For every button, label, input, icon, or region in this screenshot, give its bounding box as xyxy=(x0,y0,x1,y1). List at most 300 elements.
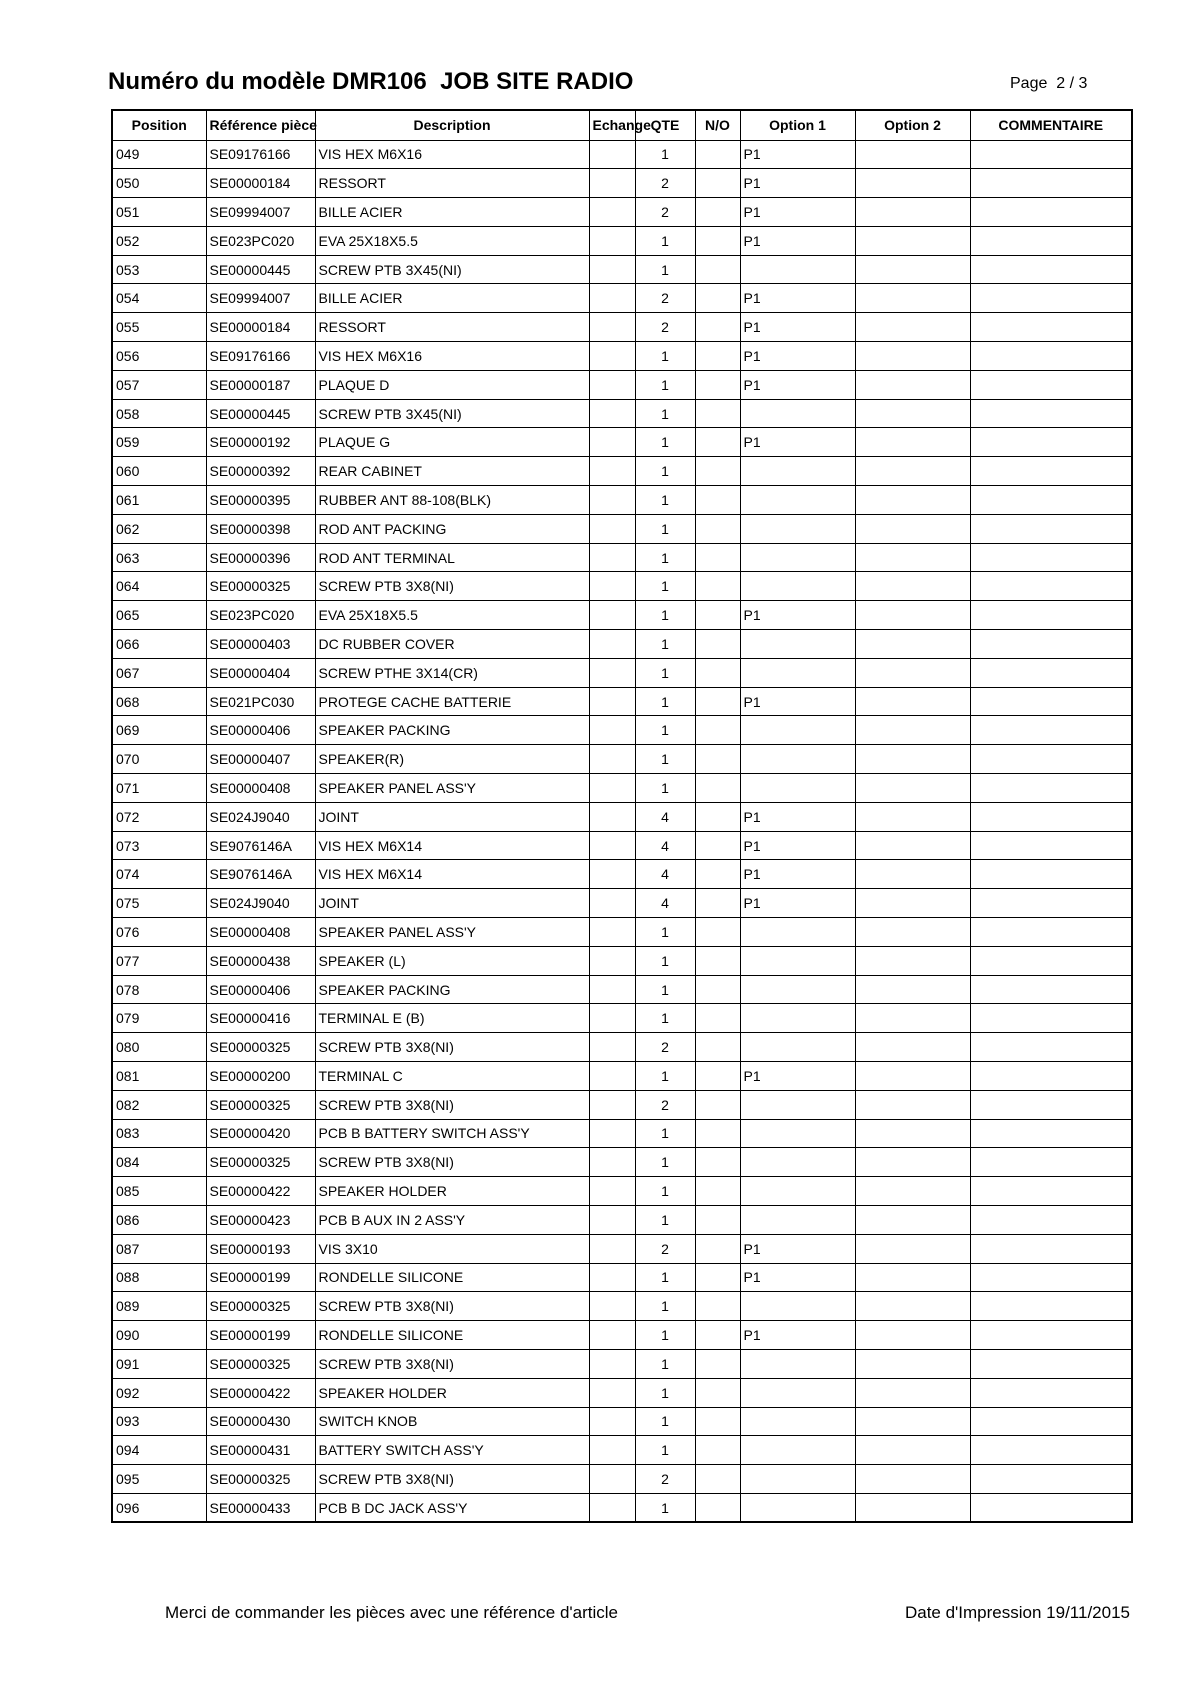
cell-reference: SE00000325 xyxy=(206,572,315,601)
cell-option-2 xyxy=(855,1292,970,1321)
cell-commentaire xyxy=(970,514,1132,543)
cell-option-2 xyxy=(855,1234,970,1263)
cell-reference: SE00000433 xyxy=(206,1493,315,1522)
cell-description: SCREW PTB 3X8(NI) xyxy=(315,1349,589,1378)
cell-commentaire xyxy=(970,370,1132,399)
cell-reference: SE00000445 xyxy=(206,399,315,428)
cell-option-1: P1 xyxy=(740,313,855,342)
cell-commentaire xyxy=(970,457,1132,486)
cell-description: ROD ANT PACKING xyxy=(315,514,589,543)
cell-position: 059 xyxy=(112,428,206,457)
cell-echange xyxy=(589,687,635,716)
cell-echange xyxy=(589,140,635,169)
cell-qte: 1 xyxy=(635,543,695,572)
cell-reference: SE00000193 xyxy=(206,1234,315,1263)
cell-commentaire xyxy=(970,802,1132,831)
cell-description: SPEAKER HOLDER xyxy=(315,1378,589,1407)
cell-position: 089 xyxy=(112,1292,206,1321)
cell-position: 070 xyxy=(112,745,206,774)
cell-option-2 xyxy=(855,1033,970,1062)
cell-commentaire xyxy=(970,1378,1132,1407)
cell-option-1 xyxy=(740,457,855,486)
cell-commentaire xyxy=(970,946,1132,975)
cell-echange xyxy=(589,1321,635,1350)
cell-option-1 xyxy=(740,658,855,687)
cell-option-2 xyxy=(855,1378,970,1407)
table-row xyxy=(112,457,1132,486)
cell-qte: 1 xyxy=(635,514,695,543)
cell-option-2 xyxy=(855,169,970,198)
cell-echange xyxy=(589,601,635,630)
table-row xyxy=(112,1062,1132,1091)
cell-qte: 1 xyxy=(635,486,695,515)
cell-commentaire xyxy=(970,226,1132,255)
cell-option-2 xyxy=(855,745,970,774)
cell-option-2 xyxy=(855,802,970,831)
cell-qte: 1 xyxy=(635,399,695,428)
cell-no xyxy=(695,1349,740,1378)
cell-option-1 xyxy=(740,399,855,428)
cell-option-1: P1 xyxy=(740,601,855,630)
cell-option-1 xyxy=(740,1004,855,1033)
cell-option-2 xyxy=(855,946,970,975)
cell-no xyxy=(695,1033,740,1062)
cell-option-1: P1 xyxy=(740,140,855,169)
cell-reference: SE021PC030 xyxy=(206,687,315,716)
table-row xyxy=(112,1033,1132,1062)
cell-commentaire xyxy=(970,1263,1132,1292)
cell-position: 068 xyxy=(112,687,206,716)
column-header-commentaire: COMMENTAIRE xyxy=(970,110,1132,140)
cell-qte: 2 xyxy=(635,198,695,227)
cell-no xyxy=(695,313,740,342)
cell-echange xyxy=(589,1119,635,1148)
cell-position: 079 xyxy=(112,1004,206,1033)
table-row xyxy=(112,687,1132,716)
table-row xyxy=(112,169,1132,198)
cell-qte: 1 xyxy=(635,630,695,659)
cell-description: SCREW PTB 3X8(NI) xyxy=(315,572,589,601)
cell-option-2 xyxy=(855,918,970,947)
cell-option-1 xyxy=(740,1349,855,1378)
cell-no xyxy=(695,1465,740,1494)
cell-reference: SE00000325 xyxy=(206,1349,315,1378)
cell-position: 082 xyxy=(112,1090,206,1119)
cell-position: 095 xyxy=(112,1465,206,1494)
cell-qte: 1 xyxy=(635,226,695,255)
cell-no xyxy=(695,1321,740,1350)
cell-reference: SE00000408 xyxy=(206,918,315,947)
cell-no xyxy=(695,889,740,918)
table-row xyxy=(112,255,1132,284)
cell-reference: SE024J9040 xyxy=(206,889,315,918)
cell-reference: SE00000406 xyxy=(206,975,315,1004)
cell-reference: SE09176166 xyxy=(206,342,315,371)
cell-reference: SE00000406 xyxy=(206,716,315,745)
cell-qte: 1 xyxy=(635,601,695,630)
cell-no xyxy=(695,946,740,975)
cell-no xyxy=(695,342,740,371)
cell-option-2 xyxy=(855,860,970,889)
cell-option-1 xyxy=(740,1205,855,1234)
cell-option-2 xyxy=(855,716,970,745)
cell-option-2 xyxy=(855,140,970,169)
cell-description: PLAQUE D xyxy=(315,370,589,399)
cell-echange xyxy=(589,1148,635,1177)
cell-option-2 xyxy=(855,831,970,860)
cell-echange xyxy=(589,370,635,399)
cell-no xyxy=(695,1119,740,1148)
cell-option-2 xyxy=(855,457,970,486)
cell-qte: 1 xyxy=(635,1263,695,1292)
cell-qte: 1 xyxy=(635,342,695,371)
cell-commentaire xyxy=(970,1493,1132,1522)
cell-reference: SE00000192 xyxy=(206,428,315,457)
cell-qte: 2 xyxy=(635,1234,695,1263)
cell-description: SCREW PTB 3X45(NI) xyxy=(315,255,589,284)
table-row xyxy=(112,514,1132,543)
cell-qte: 1 xyxy=(635,1493,695,1522)
table-row xyxy=(112,543,1132,572)
table-row xyxy=(112,658,1132,687)
cell-qte: 4 xyxy=(635,889,695,918)
table-row xyxy=(112,1493,1132,1522)
table-row xyxy=(112,889,1132,918)
cell-position: 076 xyxy=(112,918,206,947)
cell-option-1: P1 xyxy=(740,1263,855,1292)
cell-no xyxy=(695,1205,740,1234)
cell-echange xyxy=(589,1177,635,1206)
cell-echange xyxy=(589,1004,635,1033)
cell-no xyxy=(695,716,740,745)
cell-no xyxy=(695,399,740,428)
cell-position: 081 xyxy=(112,1062,206,1091)
cell-description: SPEAKER PANEL ASS'Y xyxy=(315,774,589,803)
cell-description: EVA 25X18X5.5 xyxy=(315,226,589,255)
cell-no xyxy=(695,774,740,803)
cell-description: SPEAKER (L) xyxy=(315,946,589,975)
cell-reference: SE00000420 xyxy=(206,1119,315,1148)
cell-option-2 xyxy=(855,198,970,227)
cell-commentaire xyxy=(970,169,1132,198)
cell-option-1: P1 xyxy=(740,889,855,918)
cell-reference: SE00000423 xyxy=(206,1205,315,1234)
cell-commentaire xyxy=(970,486,1132,515)
table-row xyxy=(112,831,1132,860)
table-row xyxy=(112,630,1132,659)
column-header-echange: Echange xyxy=(589,110,635,140)
cell-echange xyxy=(589,284,635,313)
cell-qte: 1 xyxy=(635,1292,695,1321)
cell-commentaire xyxy=(970,1436,1132,1465)
cell-option-1 xyxy=(740,1493,855,1522)
cell-position: 057 xyxy=(112,370,206,399)
cell-position: 049 xyxy=(112,140,206,169)
cell-no xyxy=(695,1004,740,1033)
table-row xyxy=(112,284,1132,313)
table-row xyxy=(112,370,1132,399)
cell-option-1 xyxy=(740,745,855,774)
cell-position: 064 xyxy=(112,572,206,601)
cell-description: SCREW PTB 3X8(NI) xyxy=(315,1148,589,1177)
cell-position: 092 xyxy=(112,1378,206,1407)
table-row xyxy=(112,1378,1132,1407)
cell-echange xyxy=(589,1090,635,1119)
table-row xyxy=(112,946,1132,975)
cell-position: 055 xyxy=(112,313,206,342)
cell-option-1 xyxy=(740,1378,855,1407)
cell-no xyxy=(695,1148,740,1177)
cell-echange xyxy=(589,658,635,687)
cell-option-1 xyxy=(740,486,855,515)
footer-note: Merci de commander les pièces avec une référence d'article xyxy=(165,1603,619,1622)
cell-reference: SE00000325 xyxy=(206,1292,315,1321)
cell-commentaire xyxy=(970,342,1132,371)
cell-echange xyxy=(589,572,635,601)
cell-commentaire xyxy=(970,975,1132,1004)
cell-qte: 1 xyxy=(635,687,695,716)
cell-position: 074 xyxy=(112,860,206,889)
cell-commentaire xyxy=(970,1292,1132,1321)
cell-echange xyxy=(589,774,635,803)
cell-reference: SE00000438 xyxy=(206,946,315,975)
cell-position: 052 xyxy=(112,226,206,255)
cell-no xyxy=(695,1436,740,1465)
cell-qte: 4 xyxy=(635,860,695,889)
cell-description: EVA 25X18X5.5 xyxy=(315,601,589,630)
column-header-option-1: Option 1 xyxy=(740,110,855,140)
cell-option-2 xyxy=(855,543,970,572)
cell-option-1: P1 xyxy=(740,860,855,889)
table-row xyxy=(112,1148,1132,1177)
cell-commentaire xyxy=(970,687,1132,716)
cell-position: 060 xyxy=(112,457,206,486)
table-row xyxy=(112,802,1132,831)
cell-qte: 1 xyxy=(635,457,695,486)
cell-commentaire xyxy=(970,399,1132,428)
cell-option-2 xyxy=(855,1349,970,1378)
cell-description: TERMINAL E (B) xyxy=(315,1004,589,1033)
cell-reference: SE00000445 xyxy=(206,255,315,284)
cell-reference: SE00000430 xyxy=(206,1407,315,1436)
table-row xyxy=(112,428,1132,457)
cell-option-1: P1 xyxy=(740,342,855,371)
cell-option-2 xyxy=(855,1004,970,1033)
cell-option-2 xyxy=(855,370,970,399)
cell-echange xyxy=(589,918,635,947)
cell-position: 096 xyxy=(112,1493,206,1522)
cell-reference: SE00000325 xyxy=(206,1465,315,1494)
cell-description: SCREW PTB 3X8(NI) xyxy=(315,1465,589,1494)
cell-position: 091 xyxy=(112,1349,206,1378)
cell-commentaire xyxy=(970,860,1132,889)
cell-position: 077 xyxy=(112,946,206,975)
table-row xyxy=(112,1119,1132,1148)
cell-reference: SE00000403 xyxy=(206,630,315,659)
table-row xyxy=(112,860,1132,889)
cell-commentaire xyxy=(970,1033,1132,1062)
cell-position: 065 xyxy=(112,601,206,630)
cell-reference: SE00000199 xyxy=(206,1321,315,1350)
cell-qte: 1 xyxy=(635,1407,695,1436)
cell-echange xyxy=(589,543,635,572)
cell-reference: SE00000184 xyxy=(206,169,315,198)
cell-commentaire xyxy=(970,1177,1132,1206)
cell-option-2 xyxy=(855,1119,970,1148)
cell-echange xyxy=(589,255,635,284)
table-row xyxy=(112,1436,1132,1465)
cell-qte: 4 xyxy=(635,802,695,831)
table-row xyxy=(112,716,1132,745)
cell-option-1 xyxy=(740,630,855,659)
cell-commentaire xyxy=(970,313,1132,342)
cell-no xyxy=(695,831,740,860)
cell-no xyxy=(695,1177,740,1206)
cell-echange xyxy=(589,169,635,198)
column-header-qte: QTE xyxy=(635,110,695,140)
table-row xyxy=(112,226,1132,255)
cell-description: PCB B BATTERY SWITCH ASS'Y xyxy=(315,1119,589,1148)
cell-position: 051 xyxy=(112,198,206,227)
cell-commentaire xyxy=(970,601,1132,630)
cell-echange xyxy=(589,428,635,457)
cell-qte: 1 xyxy=(635,1321,695,1350)
cell-no xyxy=(695,658,740,687)
cell-reference: SE9076146A xyxy=(206,831,315,860)
cell-position: 050 xyxy=(112,169,206,198)
cell-option-2 xyxy=(855,226,970,255)
cell-option-1 xyxy=(740,1119,855,1148)
cell-option-1: P1 xyxy=(740,198,855,227)
cell-qte: 1 xyxy=(635,658,695,687)
cell-echange xyxy=(589,831,635,860)
cell-option-1 xyxy=(740,1177,855,1206)
cell-option-1 xyxy=(740,774,855,803)
cell-position: 075 xyxy=(112,889,206,918)
cell-option-2 xyxy=(855,572,970,601)
cell-option-1: P1 xyxy=(740,370,855,399)
cell-commentaire xyxy=(970,716,1132,745)
cell-echange xyxy=(589,1493,635,1522)
cell-description: VIS HEX M6X14 xyxy=(315,860,589,889)
cell-option-2 xyxy=(855,1148,970,1177)
cell-qte: 1 xyxy=(635,1004,695,1033)
cell-description: SCREW PTB 3X8(NI) xyxy=(315,1292,589,1321)
cell-qte: 1 xyxy=(635,946,695,975)
cell-commentaire xyxy=(970,918,1132,947)
cell-position: 078 xyxy=(112,975,206,1004)
cell-option-1 xyxy=(740,1148,855,1177)
cell-option-1 xyxy=(740,255,855,284)
column-header-reference: Référence pièce xyxy=(206,110,315,140)
cell-no xyxy=(695,1263,740,1292)
cell-description: SWITCH KNOB xyxy=(315,1407,589,1436)
cell-reference: SE00000184 xyxy=(206,313,315,342)
cell-description: SCREW PTB 3X8(NI) xyxy=(315,1090,589,1119)
cell-echange xyxy=(589,1062,635,1091)
cell-description: BILLE ACIER xyxy=(315,198,589,227)
cell-description: SPEAKER HOLDER xyxy=(315,1177,589,1206)
cell-qte: 1 xyxy=(635,1062,695,1091)
cell-no xyxy=(695,1292,740,1321)
cell-option-2 xyxy=(855,399,970,428)
cell-description: RUBBER ANT 88-108(BLK) xyxy=(315,486,589,515)
cell-no xyxy=(695,514,740,543)
cell-qte: 1 xyxy=(635,572,695,601)
cell-echange xyxy=(589,975,635,1004)
cell-commentaire xyxy=(970,140,1132,169)
cell-option-2 xyxy=(855,1090,970,1119)
column-header-description: Description xyxy=(315,110,589,140)
cell-qte: 2 xyxy=(635,169,695,198)
cell-commentaire xyxy=(970,428,1132,457)
cell-option-1 xyxy=(740,975,855,1004)
cell-no xyxy=(695,284,740,313)
cell-option-1 xyxy=(740,946,855,975)
cell-position: 062 xyxy=(112,514,206,543)
cell-commentaire xyxy=(970,831,1132,860)
cell-description: SPEAKER PACKING xyxy=(315,975,589,1004)
cell-description: PCB B AUX IN 2 ASS'Y xyxy=(315,1205,589,1234)
cell-qte: 1 xyxy=(635,774,695,803)
cell-qte: 2 xyxy=(635,1033,695,1062)
cell-reference: SE024J9040 xyxy=(206,802,315,831)
cell-position: 071 xyxy=(112,774,206,803)
cell-option-2 xyxy=(855,1407,970,1436)
cell-echange xyxy=(589,630,635,659)
cell-option-1: P1 xyxy=(740,687,855,716)
cell-option-2 xyxy=(855,1177,970,1206)
cell-reference: SE00000325 xyxy=(206,1090,315,1119)
cell-no xyxy=(695,601,740,630)
cell-no xyxy=(695,745,740,774)
cell-option-2 xyxy=(855,313,970,342)
cell-reference: SE00000200 xyxy=(206,1062,315,1091)
cell-commentaire xyxy=(970,1349,1132,1378)
table-row xyxy=(112,918,1132,947)
cell-no xyxy=(695,860,740,889)
cell-option-2 xyxy=(855,1493,970,1522)
cell-position: 083 xyxy=(112,1119,206,1148)
cell-no xyxy=(695,198,740,227)
table-row xyxy=(112,774,1132,803)
cell-no xyxy=(695,1493,740,1522)
cell-option-1: P1 xyxy=(740,1062,855,1091)
cell-position: 088 xyxy=(112,1263,206,1292)
cell-option-1: P1 xyxy=(740,169,855,198)
cell-no xyxy=(695,370,740,399)
cell-no xyxy=(695,687,740,716)
cell-commentaire xyxy=(970,198,1132,227)
cell-commentaire xyxy=(970,1004,1132,1033)
cell-echange xyxy=(589,802,635,831)
cell-echange xyxy=(589,1436,635,1465)
cell-no xyxy=(695,543,740,572)
cell-description: REAR CABINET xyxy=(315,457,589,486)
cell-reference: SE00000199 xyxy=(206,1263,315,1292)
cell-no xyxy=(695,572,740,601)
cell-option-2 xyxy=(855,255,970,284)
cell-description: RESSORT xyxy=(315,313,589,342)
cell-option-2 xyxy=(855,774,970,803)
cell-option-2 xyxy=(855,1263,970,1292)
cell-echange xyxy=(589,226,635,255)
cell-position: 073 xyxy=(112,831,206,860)
cell-description: VIS 3X10 xyxy=(315,1234,589,1263)
cell-no xyxy=(695,140,740,169)
cell-reference: SE00000325 xyxy=(206,1148,315,1177)
cell-option-1 xyxy=(740,1436,855,1465)
